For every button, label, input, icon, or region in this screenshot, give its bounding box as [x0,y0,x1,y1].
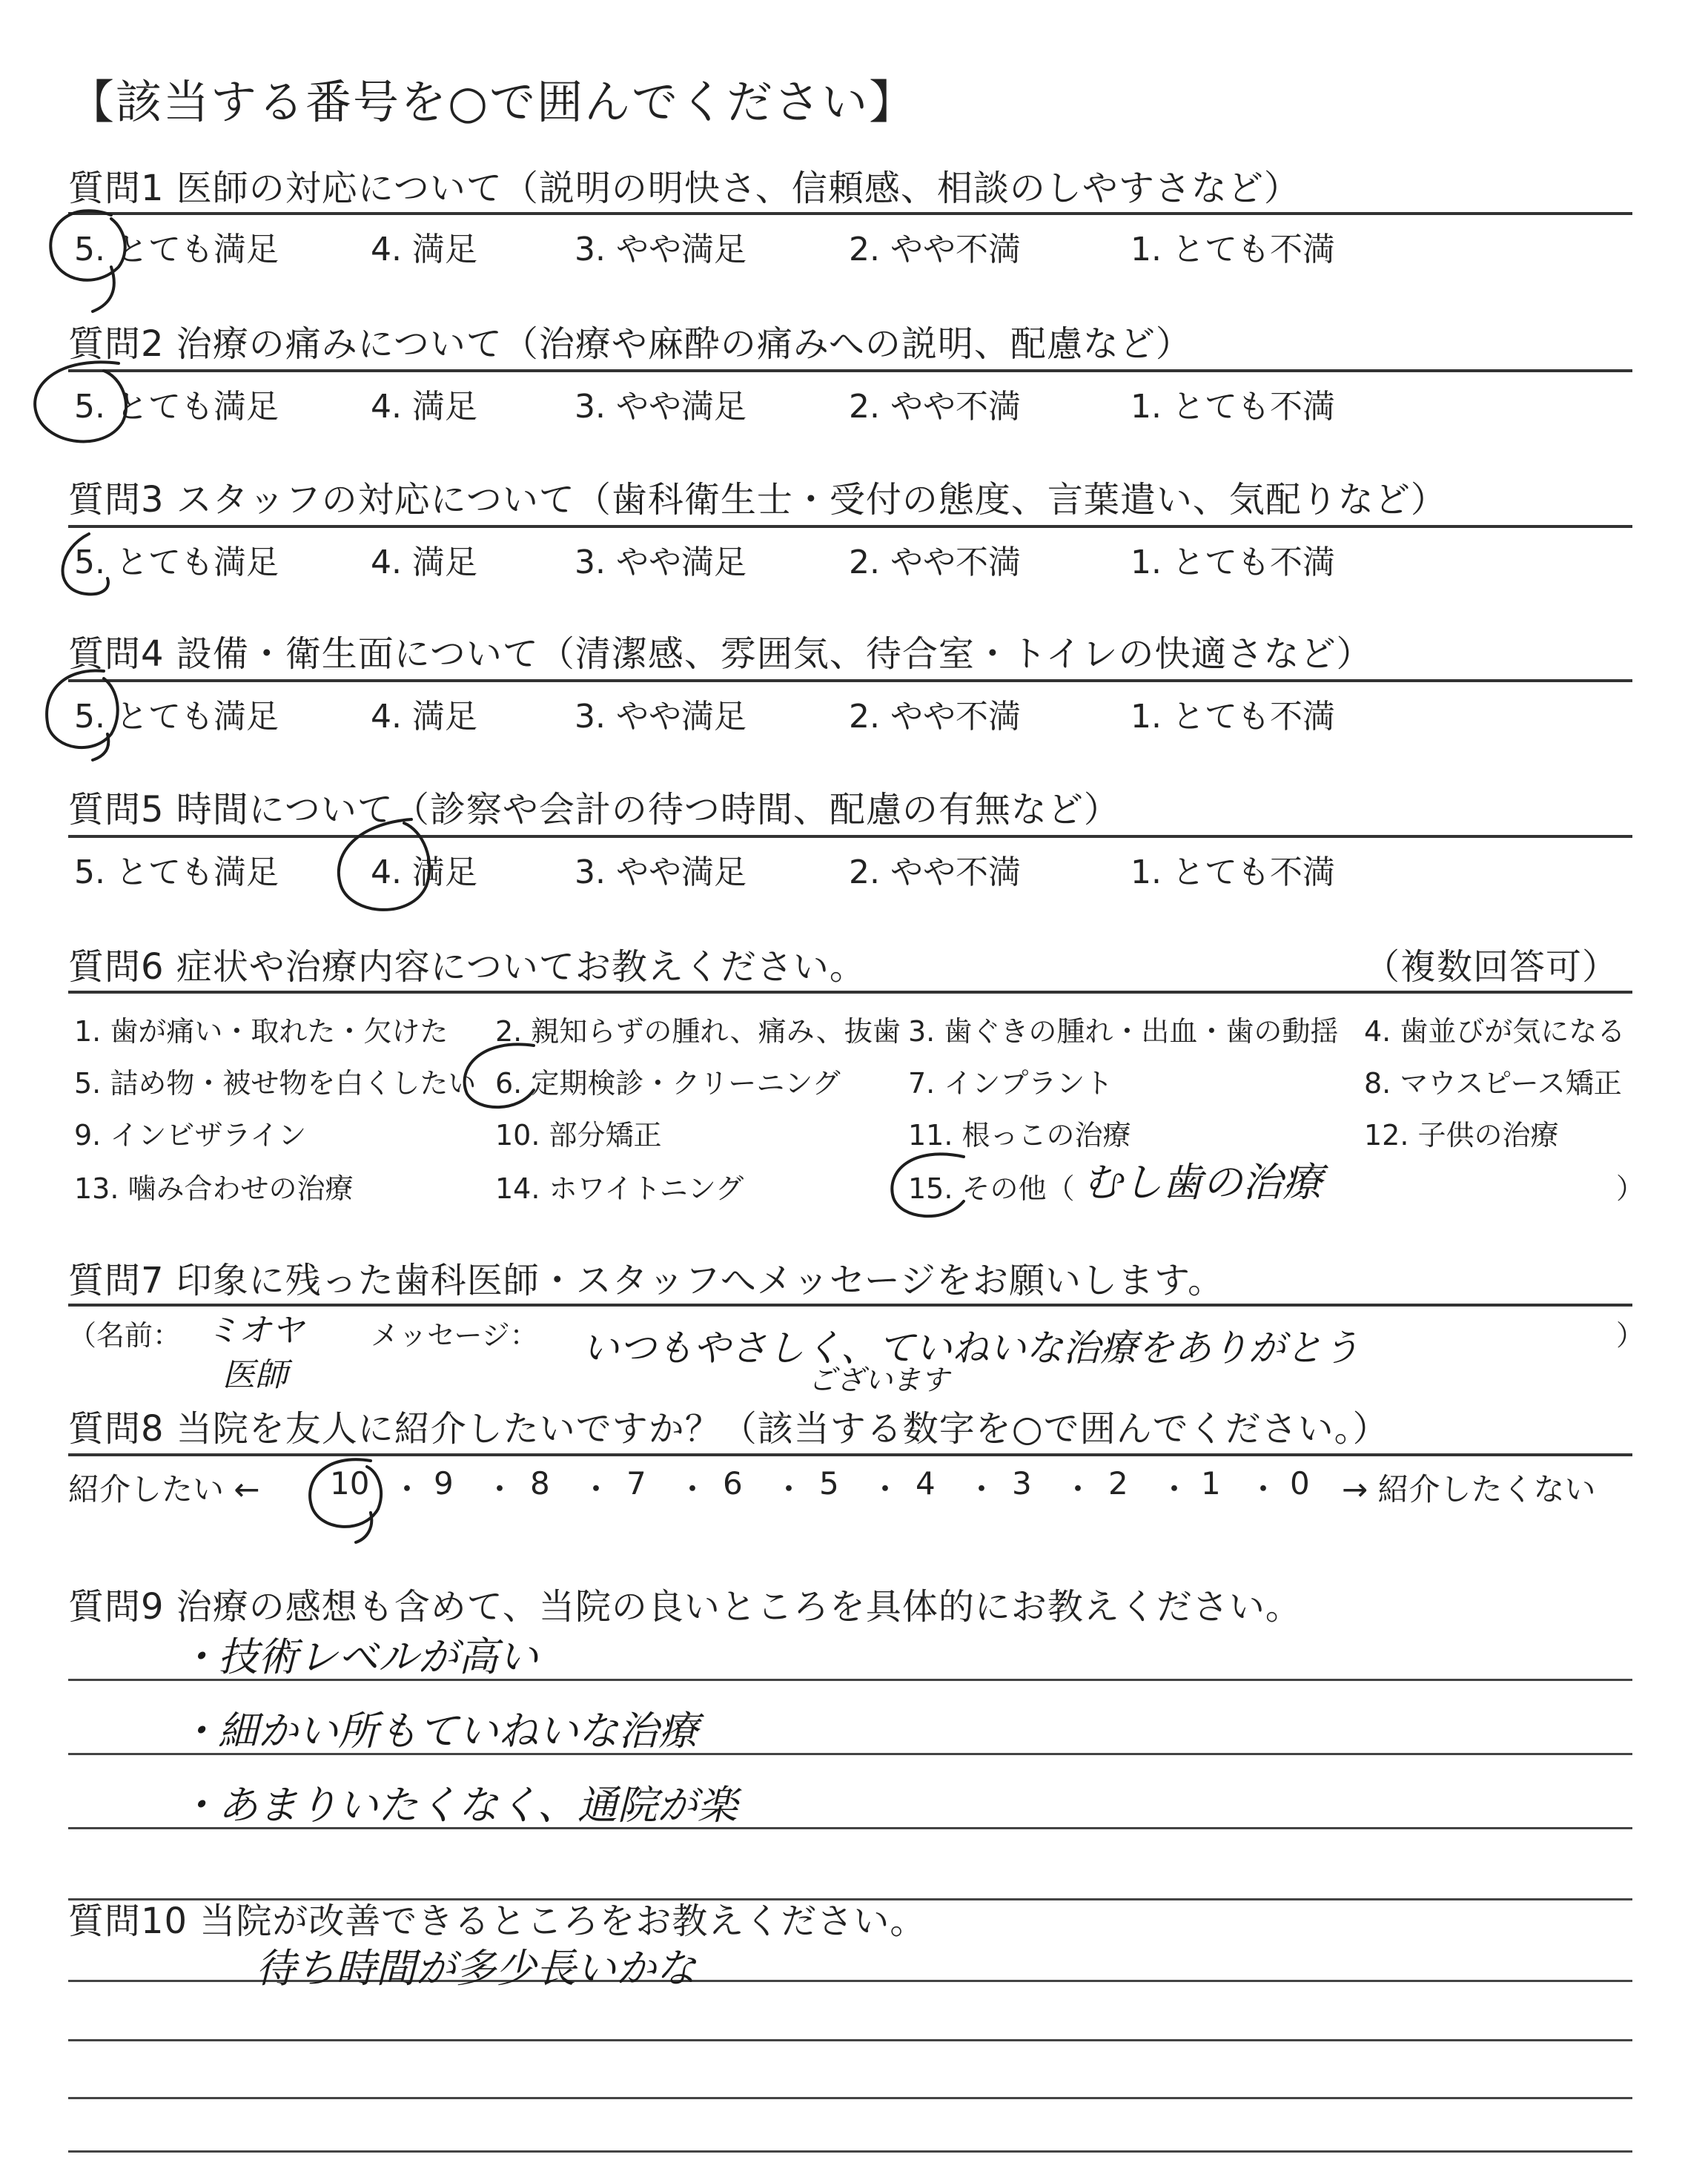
q2-option-2[interactable]: 2. やや不満 [849,388,1021,426]
q6-item-10[interactable]: 10. 部分矯正 [495,1119,662,1152]
q9-handwritten-line-1: ・技術レベルが高い [178,1634,538,1680]
question-8-label: 質問8 当院を友人に紹介したいですか？（該当する数字を○で囲んでください。） [68,1408,1389,1450]
q3-option-4[interactable]: 4. 満足 [371,544,477,581]
q8-separator: ・ [484,1471,516,1507]
divider [68,369,1632,372]
q6-item-1[interactable]: 1. 歯が痛い・取れた・欠けた [74,1015,448,1048]
q7-message-label: メッセージ： [371,1319,538,1352]
q6-item-3[interactable]: 3. 歯ぐきの腫れ・出血・歯の動揺 [908,1015,1339,1048]
q8-number-3[interactable]: 3 [1012,1465,1032,1502]
q5-option-2[interactable]: 2. やや不満 [849,853,1021,891]
q8-number-6[interactable]: 6 [723,1465,743,1502]
q2-option-3[interactable]: 3. やや満足 [575,388,747,426]
q8-separator: ・ [1159,1471,1191,1507]
q9-handwritten-line-2: ・細かい所もていねいな治療 [178,1708,698,1754]
q6-item-9[interactable]: 9. インビザライン [74,1119,307,1152]
q6-item-2[interactable]: 2. 親知らずの腫れ、痛み、抜歯 [495,1015,901,1048]
q7-name-label: （名前： [68,1319,182,1352]
q6-item-7[interactable]: 7. インプラント [908,1067,1113,1100]
q8-separator: ・ [773,1471,805,1507]
q9-handwritten-line-3: ・あまりいたくなく、通院が楽 [178,1782,738,1829]
divider [68,525,1632,528]
q4-option-1[interactable]: 1. とても不満 [1131,698,1335,736]
q5-option-1[interactable]: 1. とても不満 [1131,853,1335,891]
question-1-label: 質問1 医師の対応について（説明の明快さ、信頼感、相談のしやすさなど） [68,168,1300,209]
q6-item-13[interactable]: 13. 噛み合わせの治療 [74,1172,354,1205]
q8-separator: ・ [580,1471,612,1507]
question-6-label: 質問6 症状や治療内容についてお教えください。 [68,946,866,988]
question-7-label: 質問7 印象に残った歯科医師・スタッフへメッセージをお願いします。 [68,1260,1225,1301]
divider [68,212,1632,215]
q5-option-4[interactable]: 4. 満足 [371,853,477,891]
q6-item-6[interactable]: 6. 定期検診・クリーニング [495,1067,841,1100]
q3-option-2[interactable]: 2. やや不満 [849,544,1021,581]
q3-option-5[interactable]: 5. とても満足 [74,544,279,581]
question-10-label: 質問10 当院が改善できるところをお教えください。 [68,1900,927,1942]
divider [68,2150,1632,2153]
question-2-label: 質問2 治療の痛みについて（治療や麻酔の痛みへの説明、配慮など） [68,323,1192,365]
q6-item-14[interactable]: 14. ホワイトニング [495,1172,744,1205]
q6-item-4[interactable]: 4. 歯並びが気になる [1364,1015,1626,1048]
q8-separator: ・ [1248,1471,1280,1507]
q8-separator: ・ [1062,1471,1094,1507]
q6-item-8[interactable]: 8. マウスピース矯正 [1364,1067,1622,1100]
q8-separator: ・ [966,1471,998,1507]
divider [68,835,1632,838]
q7-handwritten-message-line2: ございます [808,1364,950,1396]
q8-separator: ・ [677,1471,709,1507]
q4-option-4[interactable]: 4. 満足 [371,698,477,736]
q6-other-handwriting: むし歯の治療 [1082,1159,1323,1206]
q1-option-2[interactable]: 2. やや不満 [849,231,1021,268]
q8-separator: ・ [391,1471,423,1507]
question-6-note: （複数回答可） [1364,946,1619,988]
q2-option-1[interactable]: 1. とても不満 [1131,388,1335,426]
q8-number-2[interactable]: 2 [1108,1465,1128,1502]
q4-option-5[interactable]: 5. とても満足 [74,698,279,736]
divider [68,2039,1632,2041]
q8-number-0[interactable]: 0 [1290,1465,1310,1502]
q6-item-5[interactable]: 5. 詰め物・被せ物を白くしたい [74,1067,477,1100]
q7-handwritten-name-line1: ミオヤ [206,1312,304,1350]
divider [68,991,1632,994]
q6-item-12[interactable]: 12. 子供の治療 [1364,1119,1559,1152]
divider [68,679,1632,682]
q4-option-2[interactable]: 2. やや不満 [849,698,1021,736]
q3-option-1[interactable]: 1. とても不満 [1131,544,1335,581]
q4-option-3[interactable]: 3. やや満足 [575,698,747,736]
q8-number-5[interactable]: 5 [819,1465,839,1502]
q2-option-4[interactable]: 4. 満足 [371,388,477,426]
q3-option-3[interactable]: 3. やや満足 [575,544,747,581]
q6-item-11[interactable]: 11. 根っこの治療 [908,1119,1131,1152]
q8-separator: ・ [870,1471,901,1507]
q5-option-5[interactable]: 5. とても満足 [74,853,279,891]
q1-option-5[interactable]: 5. とても満足 [74,231,279,268]
q6-item-15[interactable]: 15. その他（ [908,1172,1075,1205]
q5-option-3[interactable]: 3. やや満足 [575,853,747,891]
page-title: 【該当する番号を○で囲んでください】 [68,75,917,129]
q8-number-10[interactable]: 10 [330,1465,370,1502]
q8-number-1[interactable]: 1 [1201,1465,1221,1502]
question-4-label: 質問4 設備・衛生面について（清潔感、雰囲気、待合室・トイレの快適さなど） [68,633,1373,675]
q6-other-close-paren: ） [1616,1172,1645,1205]
q8-left-label: 紹介したい ← [68,1471,260,1507]
q1-option-4[interactable]: 4. 満足 [371,231,477,268]
q8-number-7[interactable]: 7 [626,1465,646,1502]
divider [68,1453,1632,1456]
q1-option-1[interactable]: 1. とても不満 [1131,231,1335,268]
q8-number-4[interactable]: 4 [916,1465,936,1502]
question-5-label: 質問5 時間について（診察や会計の待つ時間、配慮の有無など） [68,789,1120,830]
q7-close-paren: ） [1616,1319,1645,1352]
divider [68,2097,1632,2099]
q2-option-5[interactable]: 5. とても満足 [74,388,279,426]
q8-right-label: → 紹介したくない [1342,1471,1596,1507]
q8-number-8[interactable]: 8 [530,1465,550,1502]
q1-option-3[interactable]: 3. やや満足 [575,231,747,268]
question-3-label: 質問3 スタッフの対応について（歯科衛生士・受付の態度、言葉遣い、気配りなど） [68,479,1447,521]
q7-handwritten-name-line2: 医師 [222,1356,288,1394]
q7-handwritten-message: いつもやさしく、ていねいな治療をありがとう [582,1327,1360,1370]
q8-number-9[interactable]: 9 [434,1465,454,1502]
q10-handwritten-line-1: 待ち時間が多少長いかな [256,1945,696,1992]
question-9-label: 質問9 治療の感想も含めて、当院の良いところを具体的にお教えください。 [68,1586,1302,1628]
